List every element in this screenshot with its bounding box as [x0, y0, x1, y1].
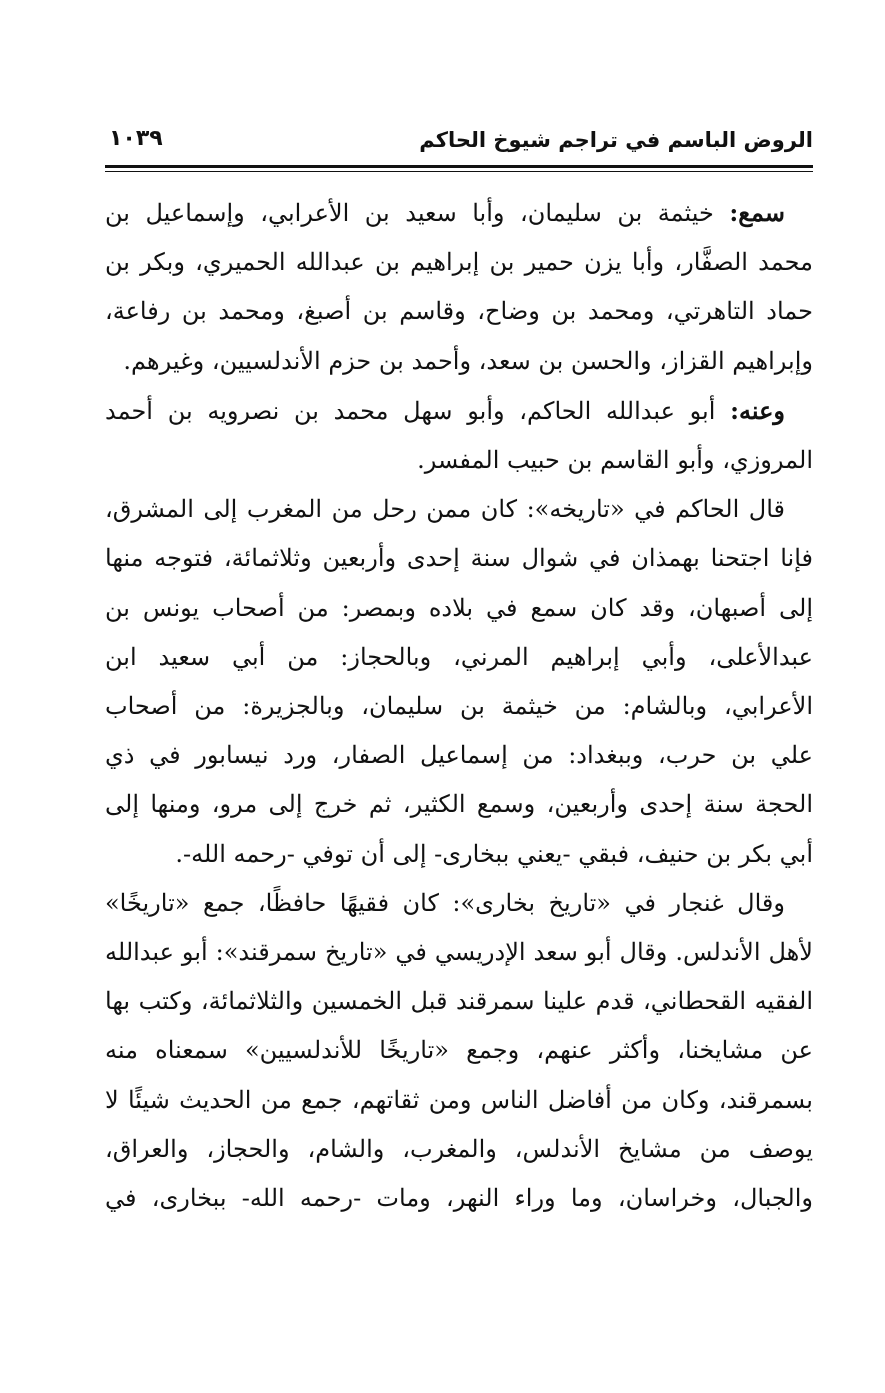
line-text: خيثمة بن سليمان، وأبا سعيد بن الأعرابي، وإسماعيل بن: [105, 199, 730, 227]
text-line: بسمرقند، وكان من أفاضل الناس ومن ثقاتهم، جمع من الحديث شيئًا لا: [105, 1085, 813, 1114]
text-line: قال الحاكم في «تاريخه»: كان ممن رحل من المغرب إلى المشرق،: [105, 495, 785, 524]
text-line: والجبال، وخراسان، وما وراء النهر، ومات -رحمه الله- ببخارى، في: [105, 1184, 813, 1213]
line-text: أبو عبدالله الحاكم، وأبو سهل محمد بن نصرويه بن أحمد: [105, 396, 731, 425]
header-rule-thick: [105, 165, 813, 168]
page-number: ١٠٣٩: [109, 126, 163, 151]
text-line: فإنا اجتحنا بهمذان في شوال سنة إحدى وأربعين وثلاثمائة، فتوجه منها: [105, 544, 813, 573]
text-line: [105, 188, 813, 238]
text-line: وإبراهيم القزاز، والحسن بن سعد، وأحمد بن حزم الأندلسيين، وغيرهم.: [123, 346, 813, 375]
text-line: محمد الصفَّار، وأبا يزن حمير بن إبراهيم بن عبدالله الحميري، وبكر بن: [105, 248, 813, 277]
text-line: الحجة سنة إحدى وأربعين، وسمع الكثير، ثم خرج إلى مرو، ومنها إلى: [105, 790, 813, 819]
text-line: لأهل الأندلس. وقال أبو سعد الإدريسي في «تاريخ سمرقند»: أبو عبدالله: [105, 938, 813, 967]
paragraph-heard-from: [105, 188, 813, 386]
paragraph-hakim-history: [105, 485, 813, 879]
running-title: الروض الباسم في تراجم شيوخ الحاكم: [419, 128, 813, 152]
text-line: الفقيه القحطاني، قدم علينا سمرقند قبل الخمسين والثلاثمائة، وكتب بها: [105, 987, 813, 1016]
lead-word: سمع:: [729, 198, 785, 227]
text-line: عبدالأعلى، وأبي إبراهيم المرني، وبالحجاز: من أبي سعيد ابن: [105, 642, 813, 671]
text-line: حماد التاهرتي، ومحمد بن وضاح، وقاسم بن أصبغ، ومحمد بن رفاعة،: [105, 297, 813, 326]
text-line: [105, 386, 813, 436]
text-line: أبي بكر بن حنيف، فبقي -يعني ببخارى- إلى أن توفي -رحمه الله-.: [175, 839, 813, 868]
text-line: يوصف من مشايخ الأندلس، والمغرب، والشام، والحجاز، والعراق،: [105, 1134, 813, 1163]
text-line: عن مشايخنا، وأكثر عنهم، وجمع «تاريخًا للأندلسيين» سمعناه منه: [105, 1036, 813, 1065]
text-line: الأعرابي، وبالشام: من خيثمة بن سليمان، وبالجزيرة: من أصحاب: [105, 692, 813, 721]
paragraph-narrated-by: [105, 386, 813, 485]
body-text: [105, 188, 813, 1223]
paragraph-ghunjar: [105, 879, 813, 1223]
page-header: [105, 118, 813, 162]
text-line: إلى أصبهان، وقد كان سمع في بلاده وبمصر: من أصحاب يونس بن: [105, 593, 813, 622]
lead-word: وعنه:: [730, 395, 785, 425]
text-line: وقال غنجار في «تاريخ بخارى»: كان فقيهًا حافظًا، جمع «تاريخًا»: [105, 888, 785, 917]
text-line: علي بن حرب، وببغداد: من إسماعيل الصفار، ورد نيسابور في ذي: [105, 741, 813, 770]
text-line: المروزي، وأبو القاسم بن حبيب المفسر.: [417, 446, 813, 475]
header-rule-thin: [105, 171, 813, 172]
